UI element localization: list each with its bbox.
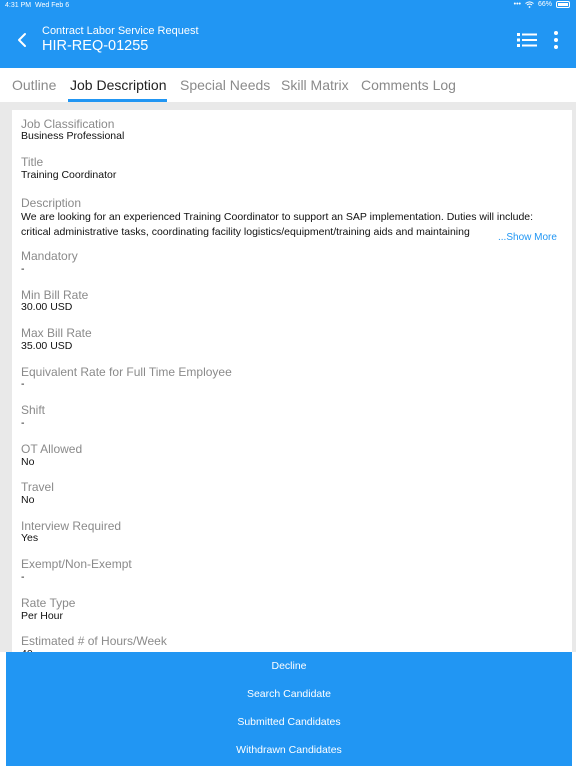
travel-label: Travel [21, 480, 54, 494]
title-label: Title [21, 155, 44, 169]
interview-required-value: Yes [21, 532, 39, 544]
max-bill-rate-value: 35.00 USD [21, 340, 73, 352]
vertical-dots-icon [548, 29, 564, 51]
more-options-button[interactable] [548, 29, 564, 51]
interview-required-label: Interview Required [21, 519, 122, 533]
exempt-value: - [21, 571, 25, 583]
ot-allowed-value: No [21, 456, 35, 468]
search-candidate-button[interactable]: Search Candidate [246, 688, 332, 700]
back-button[interactable] [10, 26, 36, 54]
hours-week-label: Estimated # of Hours/Week [21, 634, 167, 648]
tab-job-description[interactable]: Job Description [70, 77, 167, 93]
rate-type-value: Per Hour [21, 610, 64, 622]
job-description-card [12, 110, 572, 652]
tab-special-needs[interactable]: Special Needs [180, 77, 271, 93]
list-icon [516, 31, 538, 49]
status-time: 4:31 PM [5, 2, 32, 9]
show-more-link[interactable]: ...Show More [498, 232, 557, 243]
exempt-label: Exempt/Non-Exempt [21, 557, 132, 571]
min-bill-rate-label: Min Bill Rate [21, 288, 89, 302]
withdrawn-candidates-button[interactable]: Withdrawn Candidates [236, 744, 342, 756]
job-classification-value: Business Professional [21, 130, 125, 142]
tab-comments-log[interactable]: Comments Log [361, 77, 456, 93]
equivalent-rate-label: Equivalent Rate for Full Time Employee [21, 365, 232, 379]
description-label: Description [21, 196, 82, 210]
equivalent-rate-value: - [21, 378, 25, 390]
decline-button[interactable]: Decline [271, 660, 307, 672]
max-bill-rate-label: Max Bill Rate [21, 326, 92, 340]
min-bill-rate-value: 30.00 USD [21, 301, 73, 313]
description-value: We are looking for an experienced Training Coordinator to support an SAP implementation. Duties will include: critical administrative tasks, coordinating facility logistics/equipment/training aids and maintaining [21, 211, 534, 238]
rate-type-label: Rate Type [21, 596, 76, 610]
list-view-button[interactable] [516, 31, 538, 49]
ot-allowed-label: OT Allowed [21, 442, 83, 456]
app-bar [0, 12, 576, 68]
multitasking-dots-icon: ••• [513, 1, 521, 8]
tab-outline[interactable]: Outline [12, 77, 57, 93]
tab-skill-matrix[interactable]: Skill Matrix [281, 77, 349, 93]
status-indicators [514, 1, 570, 8]
title-value: Training Coordinator [21, 169, 117, 181]
wifi-icon [525, 1, 534, 8]
travel-value: No [21, 494, 35, 506]
screen-title: Contract Labor Service Request [42, 25, 199, 37]
request-id: HIR-REQ-01255 [42, 38, 149, 54]
status-date: Wed Feb 6 [35, 2, 70, 9]
mandatory-label: Mandatory [21, 249, 78, 263]
shift-label: Shift [21, 403, 46, 417]
battery-percent: 66% [537, 1, 552, 8]
battery-icon [556, 1, 570, 8]
tab-bar [0, 68, 576, 102]
job-classification-label: Job Classification [21, 117, 115, 131]
chevron-left-icon [10, 26, 36, 54]
mandatory-value: - [21, 263, 25, 275]
shift-value: - [21, 417, 25, 429]
status-bar [0, 0, 576, 12]
submitted-candidates-button[interactable]: Submitted Candidates [237, 716, 341, 728]
action-panel [6, 652, 572, 766]
